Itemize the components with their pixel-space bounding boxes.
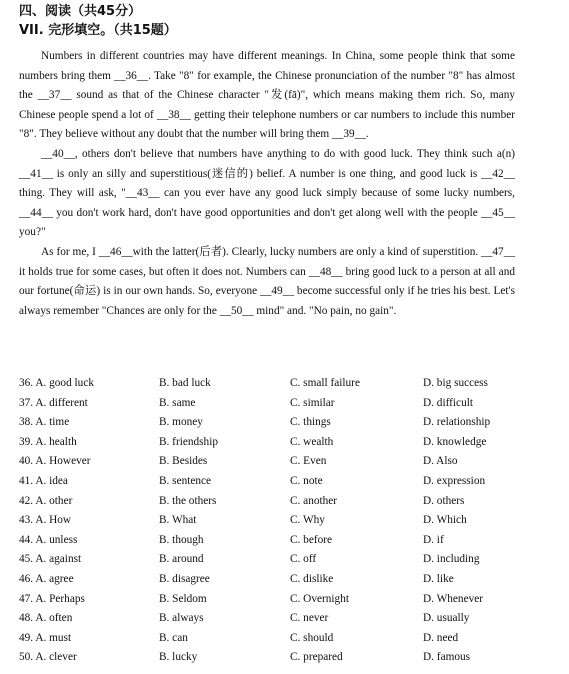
option-a: 40. A. However [19,455,91,468]
question-41-options [19,472,549,492]
passage-paragraph-1: Numbers in different countries may have different meanings. In China, some people think that some numbers bring them __36__. Take "8" for example, the Chinese pronunciation of the number "8" has almost the __37__ sound as that of the Chinese character "发(fā)", which means making them rich. So, many Chinese people spend a lot of __38__ getting their telephone numbers or car numbers to include this number "8". They believe without any doubt that the number will bring them __39__. [19,50,515,141]
passage-paragraph-2: __40__, others don't believe that numbers have anything to do with good luck. They think such a(n) __41__ is only an silly and superstitious(迷信的) belief. A number is one thing, and good luck is __42__ thing. They will ask, "__43__ can you ever have any good luck simply because of some lucky numbers, __44__ you don't work hard, don't have good opportunities and don't get along well with the people __45__ you?" [19,147,515,239]
option-a: 43. A. How [19,514,72,527]
option-a: 45. A. against [19,553,82,566]
option-a: 46. A. agree [19,572,74,585]
option-c: C. small failure [290,377,360,389]
option-d: D. difficult [423,396,473,409]
option-b: B. the others [159,494,217,507]
option-d: D. Also [423,455,458,468]
question-46-options [19,570,549,590]
option-a: 39. A. health [19,435,77,448]
option-b: B. always [159,612,204,625]
question-49-options [19,629,549,649]
subsection-title: VII. 完形填空。（共15题） [19,23,177,38]
section-title: 四、阅读（共45分） [19,4,142,19]
question-50-options [19,648,549,668]
option-c: C. note [290,474,323,487]
option-a: 47. A. Perhaps [19,592,85,605]
option-c: C. never [290,612,329,625]
option-a: 37. A. different [19,396,88,409]
option-c: C. similar [290,396,335,409]
option-a: 42. A. other [19,494,73,507]
option-b: B. friendship [159,435,218,448]
option-d: D. others [423,494,465,507]
option-c: C. Overnight [290,592,349,605]
option-c: C. off [290,553,317,566]
question-36-options [19,374,549,394]
option-b: B. same [159,396,196,409]
question-47-options [19,590,549,610]
option-a: 44. A. unless [19,533,78,546]
option-a: 48. A. often [19,612,73,625]
option-c: C. another [290,494,338,507]
question-39-options [19,433,549,453]
question-44-options [19,531,549,551]
option-b: B. money [159,416,203,429]
option-d: D. expression [423,474,486,487]
option-b: B. Seldom [159,592,207,605]
option-c: C. prepared [290,651,343,664]
cloze-passage [19,47,515,321]
option-c: C. Why [290,514,325,527]
question-40-options [19,452,549,472]
option-b: B. can [159,631,188,644]
option-d: D. knowledge [423,435,487,448]
option-c: C. dislike [290,572,334,585]
option-c: C. Even [290,455,327,468]
option-d: D. usually [423,612,470,625]
question-43-options [19,511,549,531]
option-b: B. sentence [159,474,212,487]
question-48-options [19,609,549,629]
passage-paragraph-3: As for me, I __46__with the latter(后者). Clearly, lucky numbers are only a kind of superstition. __47__ it holds true for some cases, but often it does not. Numbers can __48__ bring good luck to a person at all and our fortune(命运) is in our own hands. So, everyone __49__ become successful only if he tries his best. Let's always remember "Chances are only for the __50__ mind" and. "No pain, no gain". [19,245,515,317]
option-a: 49. A. must [19,631,72,644]
option-a: 36. A. good luck [19,377,94,389]
question-38-options [19,413,549,433]
option-c: C. should [290,631,334,644]
question-42-options [19,492,549,512]
option-b: B. bad luck [159,377,211,389]
answer-options [19,374,549,668]
option-d: D. big success [423,377,488,389]
option-b: B. disagree [159,572,210,585]
option-b: B. around [159,553,204,566]
option-a: 50. A. clever [19,651,77,664]
option-b: B. though [159,533,204,546]
option-a: 38. A. time [19,416,70,429]
option-a: 41. A. idea [19,474,68,487]
option-b: B. lucky [159,651,198,664]
option-c: C. things [290,416,331,429]
question-45-options [19,550,549,570]
option-c: C. before [290,533,333,546]
option-c: C. wealth [290,435,334,448]
option-b: B. Besides [159,455,208,468]
option-d: D. Whenever [423,592,484,605]
option-d: D. including [423,553,480,566]
question-37-options [19,394,549,414]
option-d: D. Which [423,514,467,527]
option-d: D. need [423,631,459,644]
option-d: D. like [423,572,454,585]
option-d: D. relationship [423,416,491,429]
option-d: D. famous [423,651,471,664]
option-d: D. if [423,533,444,546]
option-b: B. What [159,514,197,527]
